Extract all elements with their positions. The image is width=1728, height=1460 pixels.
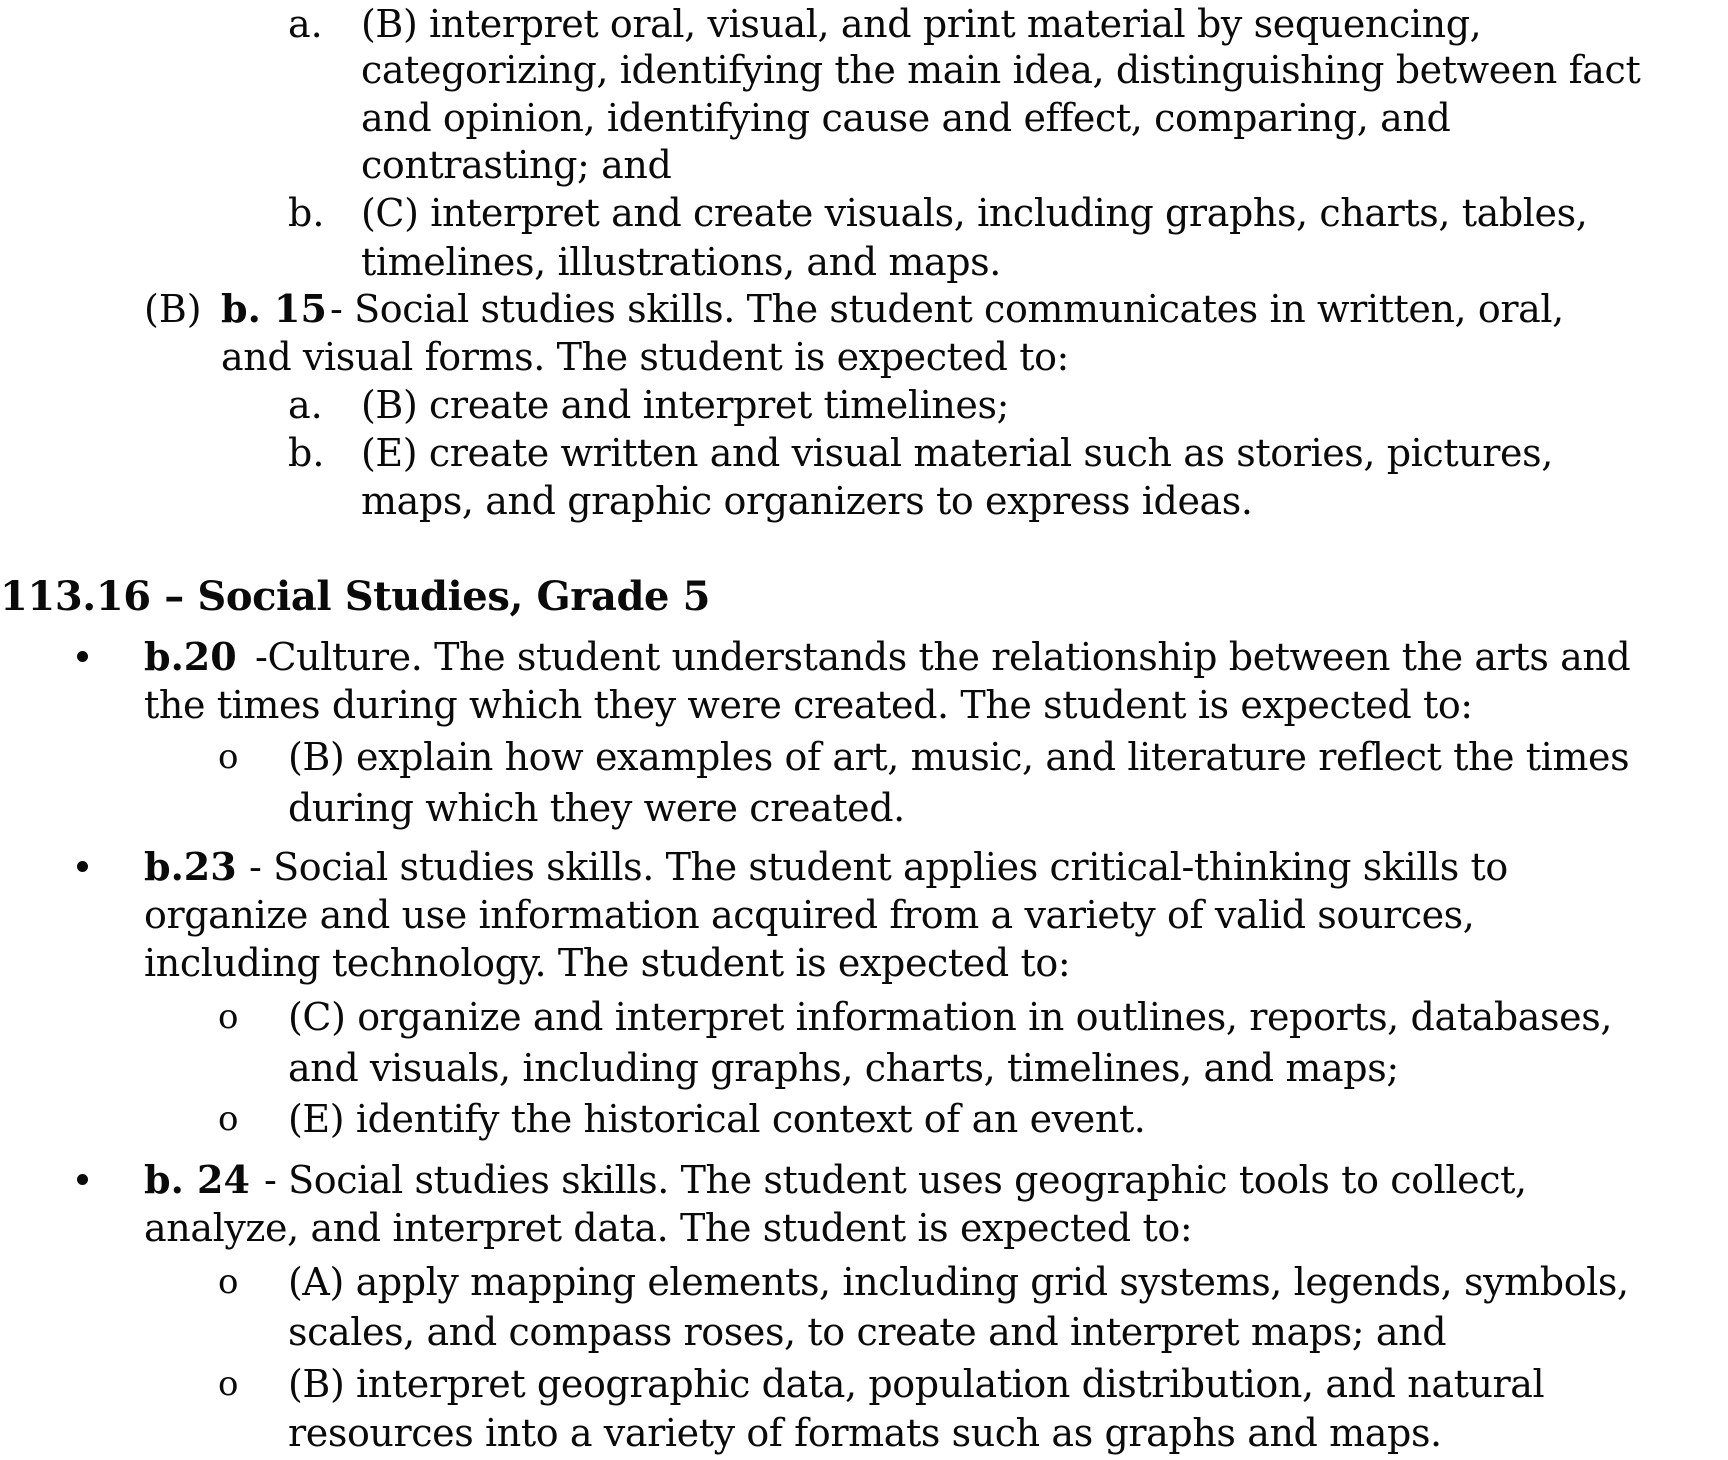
list-marker: a. [288, 383, 323, 427]
sub-item-text: (A) apply mapping elements, including grid systems, legends, symbols, [288, 1260, 1629, 1304]
standard-text: - Social studies skills. The student applies critical-thinking skills to [249, 845, 1508, 889]
standard-prefix: (B) [144, 287, 202, 331]
bullet-icon [77, 651, 88, 662]
standard-text: the times during which they were created. The student is expected to: [144, 683, 1473, 727]
standard-text: - Social studies skills. The student uses geographic tools to collect, [264, 1158, 1527, 1202]
circle-bullet-icon: o [218, 997, 239, 1037]
circle-bullet-icon: o [218, 737, 239, 777]
list-item-text: contrasting; and [361, 143, 672, 187]
standard-text: -Culture. The student understands the relationship between the arts and [255, 635, 1631, 679]
list-marker: b. [288, 191, 325, 235]
list-item-text: (B) create and interpret timelines; [361, 383, 1010, 427]
sub-item-text: (C) organize and interpret information in outlines, reports, databases, [288, 995, 1612, 1039]
standard-code: b.23 [144, 844, 237, 889]
circle-bullet-icon: o [218, 1099, 239, 1139]
list-item-text: (B) interpret oral, visual, and print material by sequencing, [361, 2, 1482, 46]
list-item-text: and opinion, identifying cause and effect, comparing, and [361, 96, 1451, 140]
sub-item-text: scales, and compass roses, to create and interpret maps; and [288, 1310, 1447, 1354]
bullet-icon [77, 861, 88, 872]
standard-text: analyze, and interpret data. The student is expected to: [144, 1206, 1193, 1250]
standard-text: - Social studies skills. The student communicates in written, oral, [330, 287, 1564, 331]
standard-text: and visual forms. The student is expected to: [221, 335, 1069, 379]
list-item-text: timelines, illustrations, and maps. [361, 240, 1001, 284]
sub-item-text: (B) explain how examples of art, music, and literature reflect the times [288, 735, 1630, 779]
list-marker: a. [288, 2, 323, 46]
standard-text: organize and use information acquired from a variety of valid sources, [144, 893, 1475, 937]
sub-item-text: and visuals, including graphs, charts, timelines, and maps; [288, 1046, 1399, 1090]
sub-item-text: during which they were created. [288, 786, 905, 830]
bullet-icon [77, 1174, 88, 1185]
sub-item-text: (B) interpret geographic data, population distribution, and natural [288, 1362, 1545, 1406]
standard-code: b.20 [144, 634, 237, 679]
list-item-text: maps, and graphic organizers to express ideas. [361, 479, 1253, 523]
section-heading: 113.16 – Social Studies, Grade 5 [0, 573, 711, 620]
standard-code: b. 24 [144, 1157, 250, 1202]
circle-bullet-icon: o [218, 1364, 239, 1404]
list-marker: b. [288, 431, 325, 475]
list-item-text: (E) create written and visual material such as stories, pictures, [361, 431, 1553, 475]
circle-bullet-icon: o [218, 1262, 239, 1302]
sub-item-text: (E) identify the historical context of an event. [288, 1097, 1146, 1141]
standard-text: including technology. The student is expected to: [144, 941, 1071, 985]
standard-code: b. 15 [221, 286, 327, 331]
list-item-text: categorizing, identifying the main idea, distinguishing between fact [361, 48, 1641, 92]
list-item-text: (C) interpret and create visuals, including graphs, charts, tables, [361, 191, 1588, 235]
sub-item-text: resources into a variety of formats such as graphs and maps. [288, 1411, 1442, 1455]
